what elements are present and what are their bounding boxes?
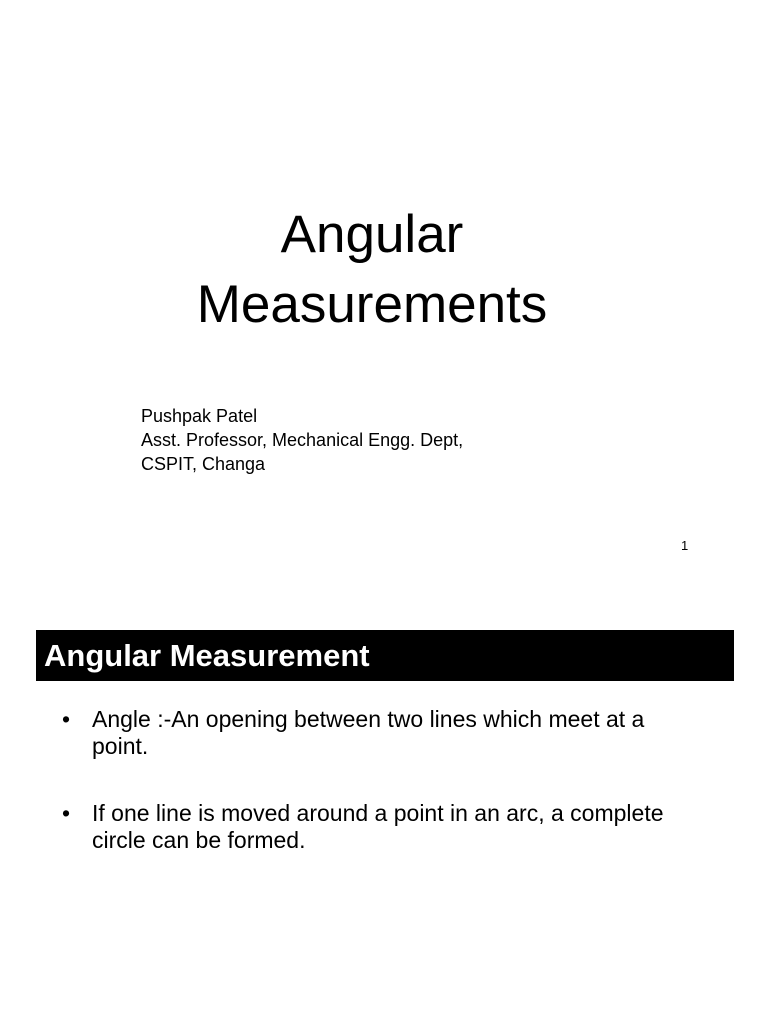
bullet-icon: • — [62, 706, 71, 732]
bullet-text: Angle :-An opening between two lines which meet at a point. — [92, 706, 645, 759]
bullet-icon: • — [62, 800, 71, 826]
author-block — [141, 404, 463, 476]
title-line-1: Angular — [280, 205, 464, 264]
list-item — [62, 706, 702, 760]
slide-header-bar — [36, 630, 734, 681]
slide-title — [0, 200, 744, 340]
author-name: Pushpak Patel — [141, 406, 258, 426]
content-slide — [0, 600, 768, 1024]
list-item — [62, 800, 702, 854]
author-organization: CSPIT, Changa — [141, 454, 266, 474]
title-line-2: Measurements — [196, 275, 548, 334]
slide-header: Angular Measurement — [44, 638, 370, 673]
bullet-list — [62, 706, 702, 894]
author-role: Asst. Professor, Mechanical Engg. Dept, — [141, 430, 464, 450]
bullet-text: If one line is moved around a point in an arc, a complete circle can be formed. — [92, 800, 664, 853]
page-number: 1 — [681, 538, 689, 553]
